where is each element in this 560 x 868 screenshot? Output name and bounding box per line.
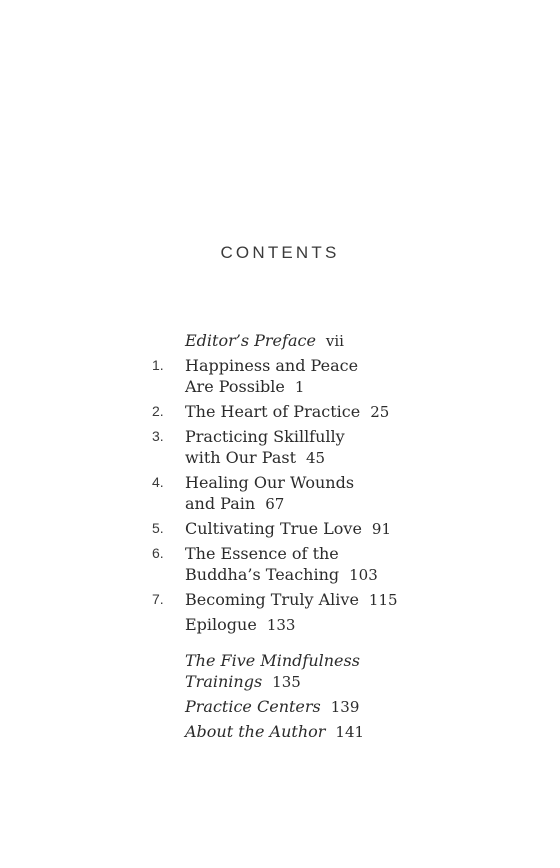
entry-title: Cultivating True Love — [185, 519, 362, 538]
chapter-number: 6. — [152, 545, 164, 561]
toc-entry-chapter-5[interactable] — [0, 518, 560, 540]
entry-title-line-1: The Essence of the — [185, 544, 339, 563]
table-of-contents — [0, 330, 560, 746]
entry-title: Practice Centers — [185, 697, 321, 716]
toc-entry-chapter-3[interactable] — [0, 426, 560, 469]
entry-page-number: 67 — [265, 495, 285, 513]
entry-title: Editor’s Preface — [185, 331, 316, 350]
toc-entry-chapter-6[interactable] — [0, 543, 560, 586]
entry-title: Epilogue — [185, 615, 257, 634]
entry-page-number: 141 — [335, 723, 365, 741]
chapter-number: 7. — [152, 591, 164, 607]
entry-page-number: vii — [325, 332, 344, 350]
entry-page-number: 139 — [330, 698, 360, 716]
entry-title: Becoming Truly Alive — [185, 590, 359, 609]
entry-title-line-2: and Pain — [185, 494, 256, 513]
chapter-number: 4. — [152, 474, 164, 490]
entry-title-line-1: Healing Our Wounds — [185, 473, 355, 492]
entry-title-line-2: Trainings — [185, 672, 263, 691]
contents-heading: CONTENTS — [220, 243, 340, 262]
entry-title: The Heart of Practice — [185, 402, 361, 421]
entry-page-number: 115 — [368, 591, 398, 609]
toc-entry-practice-centers[interactable] — [0, 696, 560, 718]
entry-page-number: 25 — [370, 403, 390, 421]
entry-title: About the Author — [185, 722, 326, 741]
entry-page-number: 45 — [306, 449, 326, 467]
toc-entry-chapter-4[interactable] — [0, 472, 560, 515]
toc-entry-five-mindfulness-trainings[interactable] — [0, 650, 560, 693]
entry-page-number: 135 — [272, 673, 301, 691]
toc-entry-epilogue[interactable] — [0, 614, 560, 636]
chapter-number: 2. — [152, 403, 164, 419]
entry-title-line-2: with Our Past — [185, 448, 297, 467]
entry-title-line-2: Are Possible — [185, 377, 285, 396]
entry-title-line-1: The Five Mindfulness — [185, 651, 360, 670]
chapter-number: 5. — [152, 520, 164, 536]
toc-entry-chapter-1[interactable] — [0, 355, 560, 398]
toc-entry-chapter-2[interactable] — [0, 401, 560, 423]
entry-page-number: 91 — [371, 520, 392, 538]
toc-entry-editors-preface[interactable] — [0, 330, 560, 352]
toc-entry-about-the-author[interactable] — [0, 721, 560, 743]
entry-page-number: 133 — [266, 616, 296, 634]
chapter-number: 3. — [152, 428, 164, 444]
entry-title-line-1: Practicing Skillfully — [185, 427, 345, 446]
chapter-number: 1. — [152, 357, 164, 373]
entry-page-number: 103 — [349, 566, 378, 584]
entry-page-number: 1 — [294, 378, 305, 396]
entry-title-line-1: Happiness and Peace — [185, 356, 359, 375]
entry-title-line-2: Buddha’s Teaching — [185, 565, 340, 584]
toc-entry-chapter-7[interactable] — [0, 589, 560, 611]
